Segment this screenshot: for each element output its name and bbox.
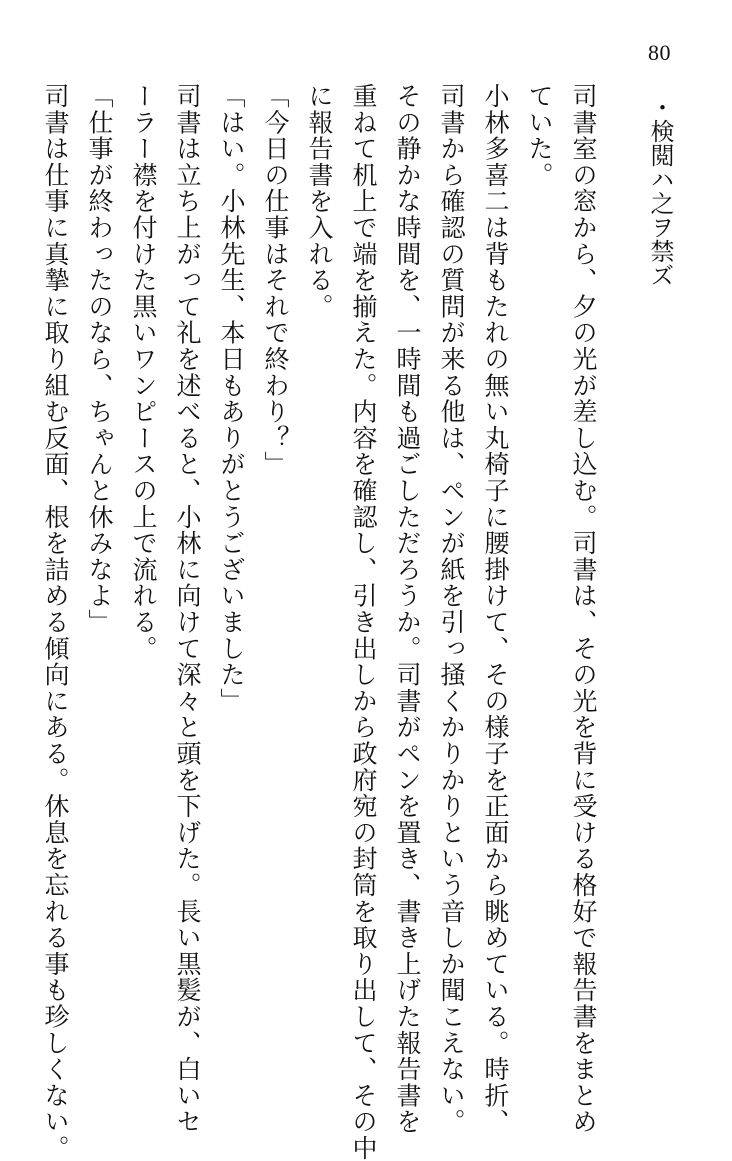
paragraph: 司書は仕事に真摯に取り組む反面、根を詰める傾向にある。休息を忘れる事も珍しくない。 bbox=[41, 83, 70, 1161]
page-number: 80 bbox=[648, 40, 671, 65]
paragraph: 「仕事が終わったのなら、ちゃんと休みなよ」 bbox=[85, 83, 114, 636]
paragraph: 「今日の仕事はそれで終わり？」 bbox=[261, 83, 290, 478]
paragraph: 司書は立ち上がって礼を述べると、小林に向けて深々と頭を下げた。長い黒髪が、白いセ ーラー襟を付けた黒いワンピースの上で流れる。 bbox=[129, 83, 202, 1135]
paragraph: その静かな時間を、一時間も過ごしただろうか。司書がペンを置き、書き上げた報告書を 重ねて机上で端を揃えた。内容を確認し、引き出しから政府宛の封筒を取り出して、その中 に報告書を入れる。 bbox=[305, 83, 422, 1161]
section-title: ・検閲ハ之ヲ禁ズ bbox=[646, 95, 674, 287]
paragraph: 司書室の窓から、夕の光が差し込む。司書は、その光を背に受ける格好で報告書をまとめ ていた。 bbox=[525, 83, 598, 1135]
paragraph: 小林多喜二は背もたれの無い丸椅子に腰掛けて、その様子を正面から眺めている。時折、 司書から確認の質問が来る他は、ペンが紙を引っ掻くかりかりという音しか聞こえない。 bbox=[437, 83, 510, 1135]
paragraph: 「はい。小林先生、本日もありがとうございました」 bbox=[217, 83, 246, 715]
body-text bbox=[33, 83, 605, 1161]
